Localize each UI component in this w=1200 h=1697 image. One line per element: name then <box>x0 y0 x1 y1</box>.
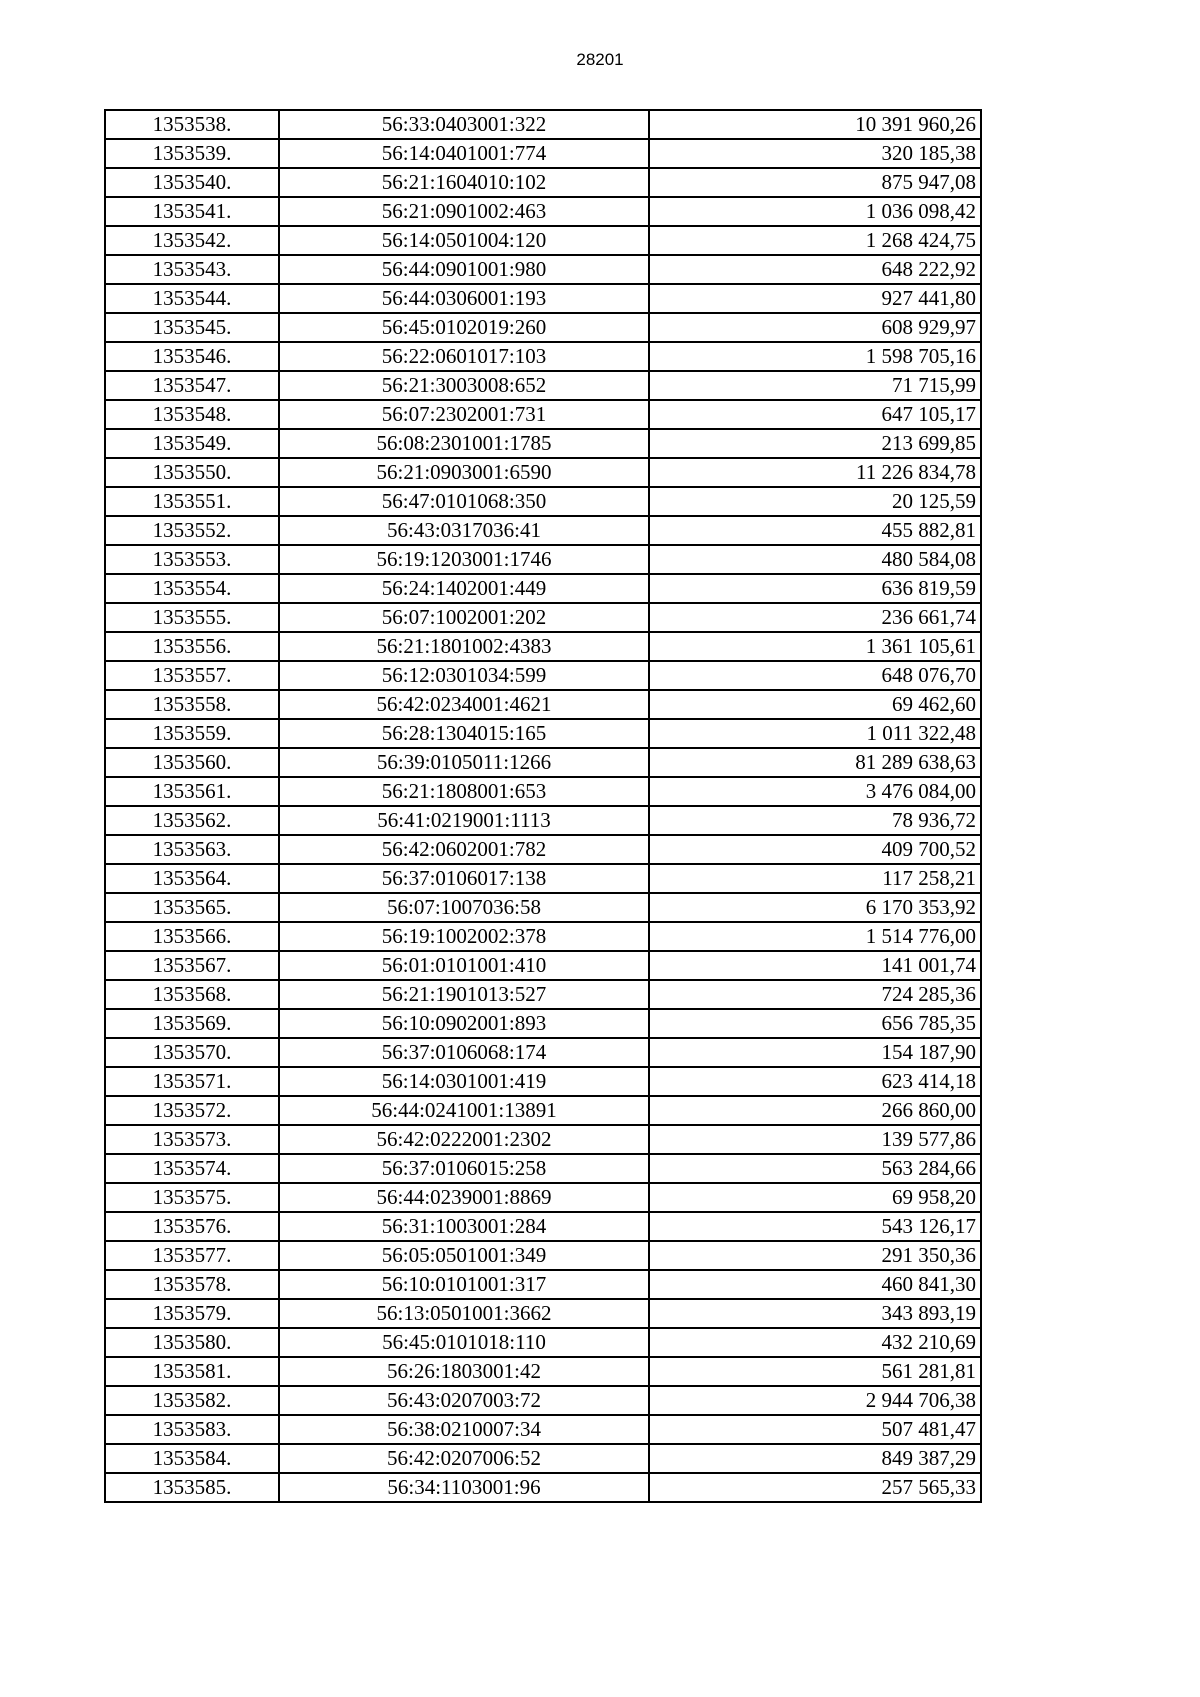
row-number-cell: 1353585. <box>105 1473 279 1502</box>
table-row <box>105 951 981 980</box>
table-row <box>105 1067 981 1096</box>
cadastral-number-cell: 56:37:0106015:258 <box>279 1154 649 1183</box>
cadastral-number-cell: 56:21:1604010:102 <box>279 168 649 197</box>
cadastral-value-cell: 1 036 098,42 <box>649 197 981 226</box>
table-row <box>105 603 981 632</box>
row-number-cell: 1353579. <box>105 1299 279 1328</box>
row-number-cell: 1353561. <box>105 777 279 806</box>
cadastral-value-cell: 563 284,66 <box>649 1154 981 1183</box>
cadastral-number-cell: 56:24:1402001:449 <box>279 574 649 603</box>
table-row <box>105 429 981 458</box>
table-row <box>105 719 981 748</box>
cadastral-value-table <box>104 109 982 1503</box>
cadastral-value-cell: 460 841,30 <box>649 1270 981 1299</box>
cadastral-value-cell: 3 476 084,00 <box>649 777 981 806</box>
cadastral-number-cell: 56:07:1007036:58 <box>279 893 649 922</box>
cadastral-value-cell: 69 958,20 <box>649 1183 981 1212</box>
cadastral-value-cell: 20 125,59 <box>649 487 981 516</box>
table-row <box>105 1154 981 1183</box>
table-row <box>105 1357 981 1386</box>
cadastral-number-cell: 56:21:0901002:463 <box>279 197 649 226</box>
table-row <box>105 139 981 168</box>
cadastral-number-cell: 56:41:0219001:1113 <box>279 806 649 835</box>
row-number-cell: 1353551. <box>105 487 279 516</box>
cadastral-value-cell: 432 210,69 <box>649 1328 981 1357</box>
cadastral-number-cell: 56:22:0601017:103 <box>279 342 649 371</box>
cadastral-value-cell: 648 076,70 <box>649 661 981 690</box>
cadastral-value-cell: 648 222,92 <box>649 255 981 284</box>
cadastral-value-cell: 343 893,19 <box>649 1299 981 1328</box>
table-row <box>105 400 981 429</box>
row-number-cell: 1353565. <box>105 893 279 922</box>
row-number-cell: 1353568. <box>105 980 279 1009</box>
cadastral-value-cell: 213 699,85 <box>649 429 981 458</box>
cadastral-value-cell: 623 414,18 <box>649 1067 981 1096</box>
table-row <box>105 1009 981 1038</box>
table-row <box>105 1299 981 1328</box>
row-number-cell: 1353577. <box>105 1241 279 1270</box>
cadastral-number-cell: 56:01:0101001:410 <box>279 951 649 980</box>
table-row <box>105 545 981 574</box>
cadastral-value-cell: 656 785,35 <box>649 1009 981 1038</box>
row-number-cell: 1353558. <box>105 690 279 719</box>
table-row <box>105 864 981 893</box>
table-row <box>105 1415 981 1444</box>
cadastral-value-cell: 1 598 705,16 <box>649 342 981 371</box>
cadastral-value-cell: 71 715,99 <box>649 371 981 400</box>
cadastral-value-cell: 1 268 424,75 <box>649 226 981 255</box>
row-number-cell: 1353543. <box>105 255 279 284</box>
cadastral-value-cell: 875 947,08 <box>649 168 981 197</box>
cadastral-value-cell: 78 936,72 <box>649 806 981 835</box>
cadastral-value-cell: 724 285,36 <box>649 980 981 1009</box>
cadastral-value-cell: 2 944 706,38 <box>649 1386 981 1415</box>
table-row <box>105 806 981 835</box>
table-row <box>105 777 981 806</box>
row-number-cell: 1353550. <box>105 458 279 487</box>
cadastral-value-cell: 1 011 322,48 <box>649 719 981 748</box>
table-row <box>105 487 981 516</box>
cadastral-value-cell: 927 441,80 <box>649 284 981 313</box>
cadastral-value-cell: 11 226 834,78 <box>649 458 981 487</box>
row-number-cell: 1353548. <box>105 400 279 429</box>
cadastral-number-cell: 56:10:0902001:893 <box>279 1009 649 1038</box>
cadastral-value-cell: 257 565,33 <box>649 1473 981 1502</box>
cadastral-value-cell: 647 105,17 <box>649 400 981 429</box>
table-row <box>105 1241 981 1270</box>
cadastral-number-cell: 56:21:1808001:653 <box>279 777 649 806</box>
row-number-cell: 1353578. <box>105 1270 279 1299</box>
cadastral-number-cell: 56:19:1002002:378 <box>279 922 649 951</box>
cadastral-value-cell: 455 882,81 <box>649 516 981 545</box>
table-row <box>105 1038 981 1067</box>
cadastral-number-cell: 56:45:0102019:260 <box>279 313 649 342</box>
table-row <box>105 197 981 226</box>
row-number-cell: 1353557. <box>105 661 279 690</box>
cadastral-number-cell: 56:21:1901013:527 <box>279 980 649 1009</box>
table-row <box>105 922 981 951</box>
cadastral-number-cell: 56:21:1801002:4383 <box>279 632 649 661</box>
row-number-cell: 1353542. <box>105 226 279 255</box>
table-row <box>105 255 981 284</box>
cadastral-number-cell: 56:13:0501001:3662 <box>279 1299 649 1328</box>
cadastral-number-cell: 56:05:0501001:349 <box>279 1241 649 1270</box>
cadastral-number-cell: 56:43:0207003:72 <box>279 1386 649 1415</box>
row-number-cell: 1353553. <box>105 545 279 574</box>
table-row <box>105 1328 981 1357</box>
cadastral-number-cell: 56:14:0501004:120 <box>279 226 649 255</box>
cadastral-number-cell: 56:08:2301001:1785 <box>279 429 649 458</box>
table-row <box>105 893 981 922</box>
table-row <box>105 661 981 690</box>
row-number-cell: 1353560. <box>105 748 279 777</box>
row-number-cell: 1353545. <box>105 313 279 342</box>
cadastral-value-cell: 849 387,29 <box>649 1444 981 1473</box>
row-number-cell: 1353576. <box>105 1212 279 1241</box>
table-row <box>105 748 981 777</box>
table-body <box>105 110 981 1502</box>
table-row <box>105 1386 981 1415</box>
row-number-cell: 1353574. <box>105 1154 279 1183</box>
cadastral-number-cell: 56:19:1203001:1746 <box>279 545 649 574</box>
row-number-cell: 1353583. <box>105 1415 279 1444</box>
cadastral-value-cell: 69 462,60 <box>649 690 981 719</box>
table-row <box>105 1473 981 1502</box>
row-number-cell: 1353541. <box>105 197 279 226</box>
cadastral-value-cell: 141 001,74 <box>649 951 981 980</box>
cadastral-number-cell: 56:42:0602001:782 <box>279 835 649 864</box>
table-row <box>105 110 981 139</box>
cadastral-number-cell: 56:44:0901001:980 <box>279 255 649 284</box>
row-number-cell: 1353564. <box>105 864 279 893</box>
cadastral-value-cell: 636 819,59 <box>649 574 981 603</box>
table-row <box>105 1096 981 1125</box>
table-row <box>105 1212 981 1241</box>
cadastral-value-cell: 81 289 638,63 <box>649 748 981 777</box>
row-number-cell: 1353555. <box>105 603 279 632</box>
cadastral-number-cell: 56:33:0403001:322 <box>279 110 649 139</box>
cadastral-number-cell: 56:42:0207006:52 <box>279 1444 649 1473</box>
row-number-cell: 1353546. <box>105 342 279 371</box>
table-row <box>105 313 981 342</box>
cadastral-value-cell: 1 361 105,61 <box>649 632 981 661</box>
row-number-cell: 1353580. <box>105 1328 279 1357</box>
table-row <box>105 516 981 545</box>
cadastral-number-cell: 56:37:0106068:174 <box>279 1038 649 1067</box>
row-number-cell: 1353547. <box>105 371 279 400</box>
cadastral-number-cell: 56:07:2302001:731 <box>279 400 649 429</box>
table-row <box>105 168 981 197</box>
cadastral-number-cell: 56:44:0239001:8869 <box>279 1183 649 1212</box>
cadastral-number-cell: 56:10:0101001:317 <box>279 1270 649 1299</box>
row-number-cell: 1353559. <box>105 719 279 748</box>
row-number-cell: 1353562. <box>105 806 279 835</box>
cadastral-value-cell: 10 391 960,26 <box>649 110 981 139</box>
table-row <box>105 1183 981 1212</box>
table-row <box>105 371 981 400</box>
cadastral-value-cell: 409 700,52 <box>649 835 981 864</box>
table-row <box>105 1125 981 1154</box>
table-row <box>105 226 981 255</box>
cadastral-value-cell: 608 929,97 <box>649 313 981 342</box>
table-row <box>105 632 981 661</box>
table-row <box>105 342 981 371</box>
cadastral-number-cell: 56:12:0301034:599 <box>279 661 649 690</box>
cadastral-number-cell: 56:14:0301001:419 <box>279 1067 649 1096</box>
cadastral-value-cell: 507 481,47 <box>649 1415 981 1444</box>
cadastral-value-cell: 291 350,36 <box>649 1241 981 1270</box>
row-number-cell: 1353549. <box>105 429 279 458</box>
cadastral-value-cell: 1 514 776,00 <box>649 922 981 951</box>
row-number-cell: 1353573. <box>105 1125 279 1154</box>
cadastral-number-cell: 56:31:1003001:284 <box>279 1212 649 1241</box>
table-row <box>105 284 981 313</box>
row-number-cell: 1353566. <box>105 922 279 951</box>
cadastral-number-cell: 56:43:0317036:41 <box>279 516 649 545</box>
row-number-cell: 1353572. <box>105 1096 279 1125</box>
cadastral-value-cell: 117 258,21 <box>649 864 981 893</box>
row-number-cell: 1353544. <box>105 284 279 313</box>
table-row <box>105 574 981 603</box>
table-row <box>105 835 981 864</box>
table-row <box>105 1444 981 1473</box>
row-number-cell: 1353554. <box>105 574 279 603</box>
row-number-cell: 1353575. <box>105 1183 279 1212</box>
cadastral-value-cell: 266 860,00 <box>649 1096 981 1125</box>
cadastral-value-cell: 543 126,17 <box>649 1212 981 1241</box>
cadastral-number-cell: 56:44:0306001:193 <box>279 284 649 313</box>
cadastral-value-cell: 561 281,81 <box>649 1357 981 1386</box>
cadastral-number-cell: 56:42:0222001:2302 <box>279 1125 649 1154</box>
row-number-cell: 1353571. <box>105 1067 279 1096</box>
row-number-cell: 1353570. <box>105 1038 279 1067</box>
row-number-cell: 1353538. <box>105 110 279 139</box>
cadastral-number-cell: 56:39:0105011:1266 <box>279 748 649 777</box>
cadastral-number-cell: 56:34:1103001:96 <box>279 1473 649 1502</box>
row-number-cell: 1353569. <box>105 1009 279 1038</box>
cadastral-number-cell: 56:21:3003008:652 <box>279 371 649 400</box>
cadastral-value-cell: 139 577,86 <box>649 1125 981 1154</box>
row-number-cell: 1353539. <box>105 139 279 168</box>
row-number-cell: 1353563. <box>105 835 279 864</box>
cadastral-number-cell: 56:37:0106017:138 <box>279 864 649 893</box>
table-row <box>105 980 981 1009</box>
page-number: 28201 <box>576 50 624 69</box>
cadastral-number-cell: 56:44:0241001:13891 <box>279 1096 649 1125</box>
cadastral-value-cell: 154 187,90 <box>649 1038 981 1067</box>
row-number-cell: 1353540. <box>105 168 279 197</box>
row-number-cell: 1353581. <box>105 1357 279 1386</box>
cadastral-number-cell: 56:38:0210007:34 <box>279 1415 649 1444</box>
row-number-cell: 1353584. <box>105 1444 279 1473</box>
cadastral-number-cell: 56:42:0234001:4621 <box>279 690 649 719</box>
cadastral-number-cell: 56:26:1803001:42 <box>279 1357 649 1386</box>
table-row <box>105 458 981 487</box>
row-number-cell: 1353582. <box>105 1386 279 1415</box>
cadastral-number-cell: 56:07:1002001:202 <box>279 603 649 632</box>
cadastral-number-cell: 56:28:1304015:165 <box>279 719 649 748</box>
table-row <box>105 690 981 719</box>
cadastral-value-cell: 320 185,38 <box>649 139 981 168</box>
cadastral-number-cell: 56:45:0101018:110 <box>279 1328 649 1357</box>
cadastral-number-cell: 56:21:0903001:6590 <box>279 458 649 487</box>
cadastral-value-cell: 6 170 353,92 <box>649 893 981 922</box>
row-number-cell: 1353556. <box>105 632 279 661</box>
row-number-cell: 1353552. <box>105 516 279 545</box>
cadastral-number-cell: 56:14:0401001:774 <box>279 139 649 168</box>
cadastral-value-cell: 236 661,74 <box>649 603 981 632</box>
cadastral-value-cell: 480 584,08 <box>649 545 981 574</box>
table-row <box>105 1270 981 1299</box>
row-number-cell: 1353567. <box>105 951 279 980</box>
cadastral-number-cell: 56:47:0101068:350 <box>279 487 649 516</box>
